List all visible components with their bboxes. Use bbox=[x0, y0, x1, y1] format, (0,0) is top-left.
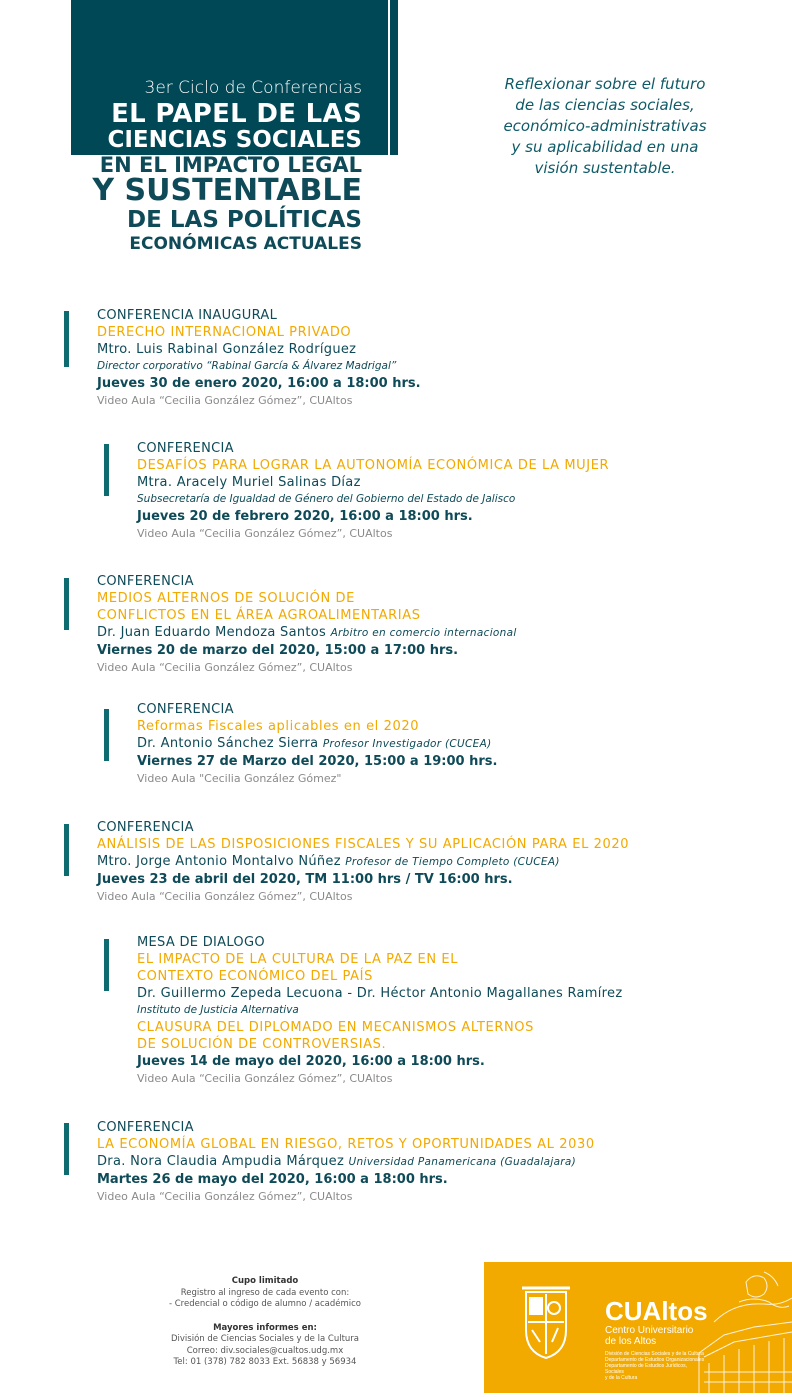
logo-small-line: División de Ciencias Sociales y de la Cultura bbox=[605, 1351, 704, 1357]
logo-small-line: Departamento de Estudios Organizacionales bbox=[605, 1357, 705, 1363]
event-speaker: Dr. Guillermo Zepeda Lecuona - Dr. Héctor Antonio Magallanes Ramírez bbox=[137, 986, 623, 1001]
event-venue: Video Aula “Cecilia González Gómez”, CUAltos bbox=[137, 1072, 393, 1085]
event-date: Jueves 14 de mayo del 2020, 16:00 a 18:00 hrs. bbox=[137, 1054, 485, 1069]
event-date: Martes 26 de mayo del 2020, 16:00 a 18:00 hrs. bbox=[97, 1172, 448, 1187]
speaker-name: Dr. Antonio Sánchez Sierra bbox=[137, 736, 319, 751]
logo-subtitle: de los Altos bbox=[605, 1336, 657, 1347]
event-accent-bar bbox=[104, 939, 109, 991]
event-speaker: Mtra. Aracely Muriel Salinas Díaz bbox=[137, 475, 361, 490]
event-speaker bbox=[137, 735, 497, 753]
logo-small-line: y de la Cultura bbox=[605, 1375, 638, 1381]
title-line-6: ECONÓMICAS ACTUALES bbox=[129, 234, 362, 254]
event-title: ANÁLISIS DE LAS DISPOSICIONES FISCALES Y SU APLICACIÓN PARA EL 2020 bbox=[97, 837, 630, 852]
event-accent-bar bbox=[64, 578, 69, 630]
info-line: Tel: 01 (378) 782 8033 Ext. 56838 y 56934 bbox=[173, 1357, 357, 1367]
event-accent-bar bbox=[64, 311, 69, 367]
info-line: Correo: div.sociales@cualtos.udg.mx bbox=[186, 1345, 344, 1356]
event-accent-bar bbox=[64, 824, 69, 876]
event-type: MESA DE DIALOGO bbox=[137, 935, 265, 950]
event-conferencia-inaugural bbox=[97, 307, 421, 409]
event-venue: Video Aula “Cecilia González Gómez”, CUAltos bbox=[97, 1190, 353, 1203]
logo-small-line: Departamento de Estudios Jurídicos, Sociales bbox=[605, 1363, 687, 1375]
event-title: MEDIOS ALTERNOS DE SOLUCIÓN DE bbox=[97, 591, 355, 606]
event-accent-bar bbox=[104, 444, 109, 496]
event-title: DESAFÍOS PARA LOGRAR LA AUTONOMÍA ECONÓMICA DE LA MUJER bbox=[137, 458, 610, 473]
event-title: CONTEXTO ECONÓMICO DEL PAÍS bbox=[137, 969, 373, 984]
title-line-5: DE LAS POLÍTICAS bbox=[127, 207, 362, 233]
tagline-line: y su aplicabilidad en una bbox=[511, 138, 699, 156]
tagline-line: Reflexionar sobre el futuro bbox=[504, 75, 706, 93]
event-title: EL IMPACTO DE LA CULTURA DE LA PAZ EN EL bbox=[137, 952, 459, 967]
event-conferencia bbox=[137, 440, 609, 542]
event-mesa-de-dialogo bbox=[137, 934, 622, 1087]
event-closing-title: DE SOLUCIÓN DE CONTROVERSIAS. bbox=[137, 1037, 387, 1052]
tagline-line: de las ciencias sociales, bbox=[515, 96, 695, 114]
event-date: Jueves 20 de febrero 2020, 16:00 a 18:00 hrs. bbox=[137, 509, 473, 524]
event-type: CONFERENCIA bbox=[97, 1120, 194, 1135]
event-type: CONFERENCIA bbox=[137, 441, 234, 456]
event-date: Viernes 20 de marzo del 2020, 15:00 a 17:00 hrs. bbox=[97, 643, 459, 658]
event-type: CONFERENCIA bbox=[97, 820, 194, 835]
series-label: 3er Ciclo de Conferencias bbox=[144, 78, 362, 98]
tagline-line: económico-administrativas bbox=[503, 117, 707, 135]
event-date: Viernes 27 de Marzo del 2020, 15:00 a 19:00 hrs. bbox=[137, 754, 498, 769]
event-venue: Video Aula “Cecilia González Gómez”, CUAltos bbox=[97, 394, 353, 407]
info-line: División de Ciencias Sociales y de la Cultura bbox=[171, 1334, 359, 1344]
event-affiliation: Profesor Investigador (CUCEA) bbox=[322, 738, 492, 750]
event-accent-bar bbox=[64, 1123, 69, 1175]
event-title: Reformas Fiscales aplicables en el 2020 bbox=[137, 719, 420, 734]
event-title: LA ECONOMÍA GLOBAL EN RIESGO, RETOS Y OPORTUNIDADES AL 2030 bbox=[97, 1137, 595, 1152]
university-seal-icon bbox=[522, 1288, 570, 1358]
event-conferencia bbox=[97, 573, 517, 676]
event-date: Jueves 23 de abril del 2020, TM 11:00 hrs / TV 16:00 hrs. bbox=[97, 872, 513, 887]
event-affiliation: Instituto de Justicia Alternativa bbox=[137, 1004, 299, 1016]
event-type: CONFERENCIA bbox=[137, 702, 234, 717]
cupo-heading: Cupo limitado bbox=[231, 1276, 299, 1286]
event-speaker: Mtro. Luis Rabinal González Rodríguez bbox=[97, 342, 357, 357]
title-line-4: Y SUSTENTABLE bbox=[92, 173, 362, 208]
footer-info bbox=[150, 1276, 380, 1369]
event-type: CONFERENCIA INAUGURAL bbox=[97, 308, 278, 323]
title-line-2: CIENCIAS SOCIALES bbox=[107, 127, 362, 153]
tagline bbox=[470, 74, 740, 179]
cualtos-logo bbox=[605, 1297, 708, 1381]
title-line-1: EL PAPEL DE LAS bbox=[111, 99, 362, 129]
title-line-3: EN EL IMPACTO LEGAL bbox=[99, 153, 362, 177]
event-venue: Video Aula "Cecilia González Gómez" bbox=[137, 772, 342, 785]
event-type: CONFERENCIA bbox=[97, 574, 194, 589]
event-speaker bbox=[97, 624, 517, 642]
event-conferencia bbox=[137, 701, 497, 787]
event-speaker bbox=[97, 1153, 595, 1171]
event-accent-bar bbox=[104, 709, 109, 761]
event-conferencia bbox=[97, 819, 629, 905]
cupo-line: Registro al ingreso de cada evento con: bbox=[180, 1287, 350, 1298]
logo-subtitle: Centro Universitario bbox=[605, 1325, 694, 1336]
event-conferencia bbox=[97, 1119, 595, 1205]
event-affiliation: Subsecretaría de Igualdad de Género del Gobierno del Estado de Jalisco bbox=[137, 493, 516, 505]
event-affiliation: Arbitro en comercio internacional bbox=[330, 627, 517, 639]
event-title: DERECHO INTERNACIONAL PRIVADO bbox=[97, 325, 352, 340]
event-venue: Video Aula “Cecilia González Gómez”, CUAltos bbox=[97, 890, 353, 903]
tagline-line: visión sustentable. bbox=[534, 159, 676, 177]
event-venue: Video Aula “Cecilia González Gómez”, CUAltos bbox=[137, 527, 393, 540]
speaker-name: Dr. Juan Eduardo Mendoza Santos bbox=[97, 625, 327, 640]
speaker-name: Dra. Nora Claudia Ampudia Márquez bbox=[97, 1154, 345, 1169]
event-affiliation: Profesor de Tiempo Completo (CUCEA) bbox=[345, 856, 560, 868]
event-speaker bbox=[97, 853, 629, 871]
event-affiliation: Director corporativo “Rabinal García & Álvarez Madrigal” bbox=[97, 360, 397, 372]
logo-name: CUAltos bbox=[605, 1296, 708, 1326]
event-venue: Video Aula “Cecilia González Gómez”, CUAltos bbox=[97, 661, 353, 674]
event-closing-title: CLAUSURA DEL DIPLOMADO EN MECANISMOS ALTERNOS bbox=[137, 1020, 534, 1035]
header-accent-bar bbox=[390, 0, 398, 155]
cupo-line: - Credencial o código de alumno / académico bbox=[168, 1299, 362, 1309]
event-date: Jueves 30 de enero 2020, 16:00 a 18:00 hrs. bbox=[97, 376, 421, 391]
info-heading: Mayores informes en: bbox=[213, 1322, 317, 1333]
logo-small-text bbox=[605, 1351, 705, 1381]
event-affiliation: Universidad Panamericana (Guadalajara) bbox=[348, 1156, 577, 1168]
speaker-name: Mtro. Jorge Antonio Montalvo Núñez bbox=[97, 854, 341, 869]
event-title: CONFLICTOS EN EL ÁREA AGROALIMENTARIAS bbox=[97, 608, 421, 623]
